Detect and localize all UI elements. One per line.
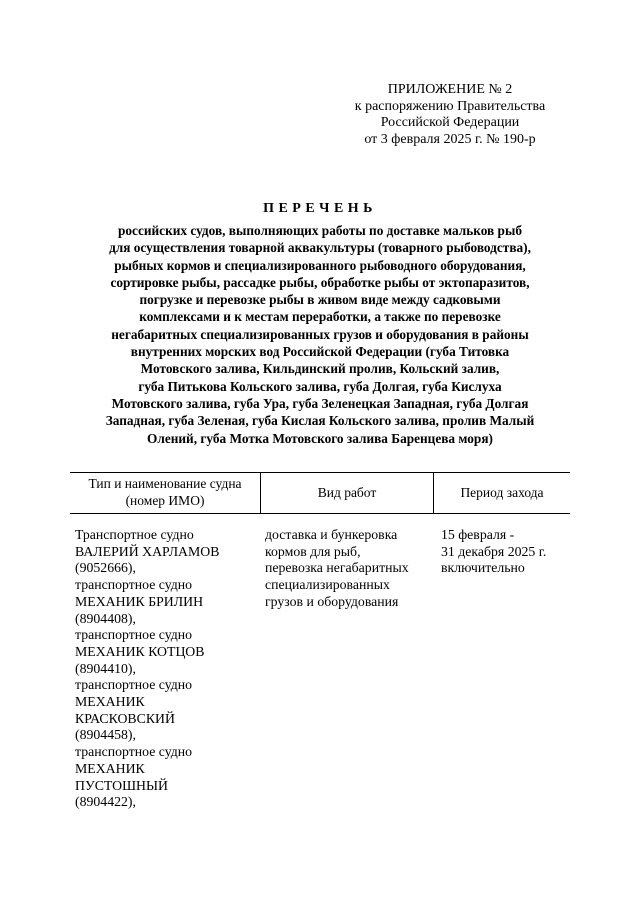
vessel-line: (8904410), — [75, 660, 136, 676]
subtitle-line: для осуществления товарной аквакультуры (товарного рыбоводства), — [109, 240, 531, 256]
subtitle-line: рыбных кормов и специализированного рыбоводного оборудования, — [114, 257, 526, 273]
vessel-line: транспортное судно — [75, 627, 193, 643]
subtitle-line: сортировке рыбы, рассадке рыбы, обработке рыбы от эктопаразитов, — [110, 274, 530, 290]
subtitle-line: комплексами и к местам переработки, а также по перевозке — [139, 309, 501, 325]
subtitle-line: Олений, губа Мотка Мотовского залива Баренцева моря) — [147, 430, 493, 446]
work-line: грузов и оборудования — [265, 593, 399, 609]
vessel-line: (9052666), — [75, 560, 136, 576]
subtitle-line: российских судов, выполняющих работы по доставке мальков рыб — [118, 223, 522, 238]
vessel-line: МЕХАНИК БРИЛИН — [75, 593, 204, 609]
table-top-border — [70, 472, 570, 473]
work-line: перевозка негабаритных — [265, 560, 409, 576]
vessel-line: КРАСКОВСКИЙ — [75, 710, 175, 726]
subtitle-line: Мотовского залива, Кильдинский пролив, Кольский залив, — [140, 361, 500, 377]
vessel-line: Транспортное судно — [75, 527, 194, 542]
subtitle-line: губа Питькова Кольского залива, губа Долгая, губа Кислуха — [138, 378, 502, 394]
work-line: специализированных — [265, 577, 390, 593]
work-line: доставка и бункеровка — [265, 527, 398, 542]
work-line: кормов для рыб, — [265, 543, 361, 559]
table-header-vessel — [70, 475, 260, 509]
vessel-line: (8904408), — [75, 610, 136, 626]
table-cell-period — [441, 527, 546, 577]
appendix-order-ref: к распоряжению Правительства — [354, 98, 546, 114]
table-header-period: Период захода — [460, 485, 544, 500]
subtitle-line: внутренних морских вод Российской Федерации (губа Титовка — [130, 344, 510, 360]
subtitle-line: погрузке и перевозке рыбы в живом виде между садковыми — [139, 292, 501, 308]
vessel-line: транспортное судно — [75, 677, 193, 693]
vessel-line: МЕХАНИК — [75, 760, 145, 776]
period-line: 31 декабря 2025 г. — [441, 543, 547, 559]
period-line: включительно — [441, 560, 525, 576]
header-vessel-line2: (номер ИМО) — [125, 493, 205, 508]
vessel-line: (8904458), — [75, 727, 136, 743]
table-header-work: Вид работ — [317, 485, 377, 500]
document-subtitle — [60, 222, 580, 447]
vessel-line: МЕХАНИК КОТЦОВ — [75, 643, 205, 659]
subtitle-line: Мотовского залива, губа Ура, губа Зеленецкая Западная, губа Долгая — [111, 395, 529, 411]
period-line: 15 февраля - — [441, 527, 515, 542]
appendix-number: ПРИЛОЖЕНИЕ № 2 — [387, 82, 513, 97]
subtitle-line: негабаритных специализированных грузов и оборудования в районы — [111, 326, 529, 342]
appendix-block — [330, 82, 570, 148]
subtitle-line: Западная, губа Зеленая, губа Кислая Кольского залива, пролив Малый — [105, 413, 535, 429]
appendix-government: Российской Федерации — [380, 115, 520, 130]
document-title: ПЕРЕЧЕНЬ — [263, 201, 377, 216]
vessel-line: ВАЛЕРИЙ ХАРЛАМОВ — [75, 543, 220, 559]
vessel-line: транспортное судно — [75, 577, 193, 593]
vessel-line: ПУСТОШНЫЙ — [75, 777, 169, 793]
header-vessel-line1: Тип и наименование судна — [88, 476, 242, 491]
vessel-line: (8904422), — [75, 794, 136, 810]
table-cell-work — [265, 527, 409, 611]
table-header-bottom-border — [70, 513, 570, 514]
appendix-date: от 3 февраля 2025 г. № 190-р — [364, 131, 536, 147]
vessel-line: транспортное судно — [75, 744, 193, 760]
table-cell-vessels — [75, 527, 219, 811]
vessel-line: МЕХАНИК — [75, 694, 145, 710]
